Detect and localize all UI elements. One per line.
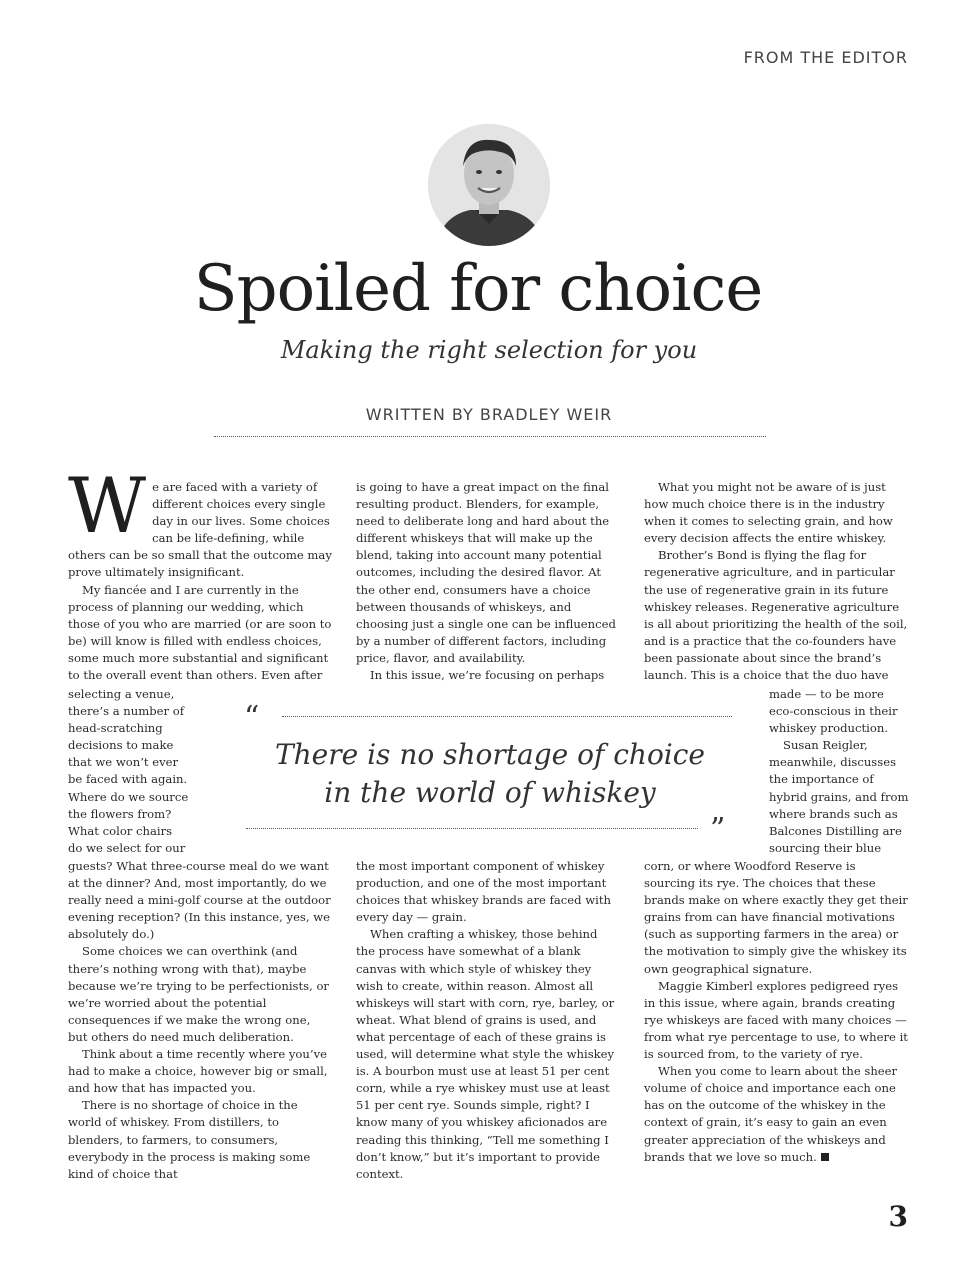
column-3-middle — [769, 686, 909, 857]
paragraph-text: When you come to learn about the sheer volume of choice and importance each one has on the outcome of the whiskey in the context of grain, it’s easy to gain an even greater appreciation of the whiskeys and brands that we love so much. — [644, 1064, 898, 1164]
author-photo — [428, 124, 550, 246]
pull-quote-rule-bottom — [246, 828, 698, 829]
article-subtitle: Making the right selection for you — [280, 336, 698, 364]
paragraph: is going to have a great impact on the final resulting product. Blenders, for example, need to deliberate long and hard about the different whiskeys that will make up the blend, taking into account many potential outcomes, including the desired flavor. At the other end, consumers have a choice between thousands of whiskeys, and choosing just a single one can be influenced by a number of different factors, including price, flavor, and availability. — [356, 480, 616, 665]
paragraph: Some choices we can overthink (and there’s nothing wrong with that), maybe because we’re trying to be perfectionists, or we’re worried about the potential consequences if we make the wrong one, but others do need much deliberation. — [68, 944, 329, 1044]
paragraph: the most important component of whiskey production, and one of the most important choices that whiskey brands are faced with every day — grain. — [356, 859, 612, 925]
paragraph: Susan Reigler, meanwhile, discusses the importance of hybrid grains, and from where brands such as Balcones Distilling are sourcing their blue — [769, 738, 909, 855]
paragraph: Maggie Kimberl explores pedigreed ryes in this issue, where again, brands creating rye whiskeys are faced with many choices — from what rye percentage to use, to where it is sourced from, to the variety of rye. — [644, 978, 908, 1062]
column-2-top — [356, 479, 620, 684]
pull-quote — [246, 736, 734, 812]
pull-quote-rule-top — [282, 716, 732, 717]
pull-quote-line: There is no shortage of choice — [274, 738, 706, 771]
byline-divider — [214, 436, 766, 437]
paragraph: Think about a time recently where you’ve had to make a choice, however big or small, and how that has impacted you. — [68, 1047, 328, 1096]
paragraph: What you might not be aware of is just how much choice there is in the industry when it comes to selecting grain, and how every decision affects the entire whiskey. — [644, 480, 893, 546]
paragraph — [68, 461, 332, 582]
close-quote-mark: ” — [710, 812, 726, 847]
column-2-bottom — [356, 858, 620, 1183]
author-portrait — [428, 124, 550, 246]
paragraph: There is no shortage of choice in the world of whiskey. From distillers, to blenders, to farmers, to consumers, everybody in the process is making some kind of choice that — [68, 1098, 311, 1181]
column-1-bottom — [68, 858, 332, 1183]
article-title: Spoiled for choice — [193, 252, 763, 326]
column-1-middle — [68, 686, 190, 857]
column-1-top — [68, 461, 332, 684]
byline: WRITTEN BY BRADLEY WEIR — [365, 405, 613, 424]
column-3-top — [644, 479, 908, 684]
paragraph: When crafting a whiskey, those behind the process have somewhat of a blank canvas with which style of whiskey they wish to create, within reason. Almost all whiskeys will start with corn, rye, barley, or wheat. What blend of grains is used, and what percentage of each of these grains is used, will determine what style the whiskey is. A bourbon must use at least 51 per cent corn, while a rye whiskey must use at least 51 per cent rye. Sounds simple, right? I know many of you whiskey aficionados are reading this thinking, “Tell me something I don’t know,” but it’s important to provide context. — [356, 927, 615, 1181]
paragraph: corn, or where Woodford Reserve is sourcing its rye. The choices that these brands make on where exactly they get their grains from can have financial motivations (such as supporting farmers in the area) or the motivation to simply give the whiskey its own geographical signature. — [644, 859, 908, 976]
paragraph: selecting a venue, there’s a number of head-scratching decisions to make that we won’t ever be faced with again. Where do we source the flowers from? What color chairs do we select for our — [68, 687, 189, 855]
paragraph: Brother’s Bond is flying the flag for regenerative agriculture, and in particular the use of regenerative grain in its future whiskey releases. Regenerative agriculture is all about prioritizing the health of the soil, and is a practice that the co-founders have been passionate about since the brand’s launch. This is a choice that the duo have — [644, 548, 908, 683]
paragraph: In this issue, we’re focusing on perhaps — [370, 668, 605, 683]
drop-cap: W — [68, 461, 147, 550]
page-number: 3 — [888, 1200, 908, 1233]
section-label: FROM THE EDITOR — [743, 48, 908, 67]
paragraph: guests? What three-course meal do we want at the dinner? And, most importantly, do we really need a mini-golf course at the outdoor evening reception? (In this instance, yes, we absolutely do.) — [68, 859, 331, 942]
end-mark-icon — [821, 1153, 829, 1161]
column-3-bottom — [644, 858, 908, 1166]
pull-quote-line: in the world of whiskey — [324, 776, 656, 809]
paragraph-text: e are faced with a variety of different choices every single day in our lives. Some choices can be life-defining, while others can be so small that the outcome may prove ultimately insignificant. — [68, 480, 332, 580]
paragraph: My fiancée and I are currently in the process of planning our wedding, which those of you who are married (or are soon to be) will know is filled with endless choices, some much more substantial and significant to the overall event than others. Even after — [68, 582, 332, 683]
open-quote-mark: “ — [244, 700, 260, 735]
paragraph — [644, 1063, 908, 1166]
paragraph: made — to be more eco-conscious in their whiskey production. — [769, 687, 898, 736]
